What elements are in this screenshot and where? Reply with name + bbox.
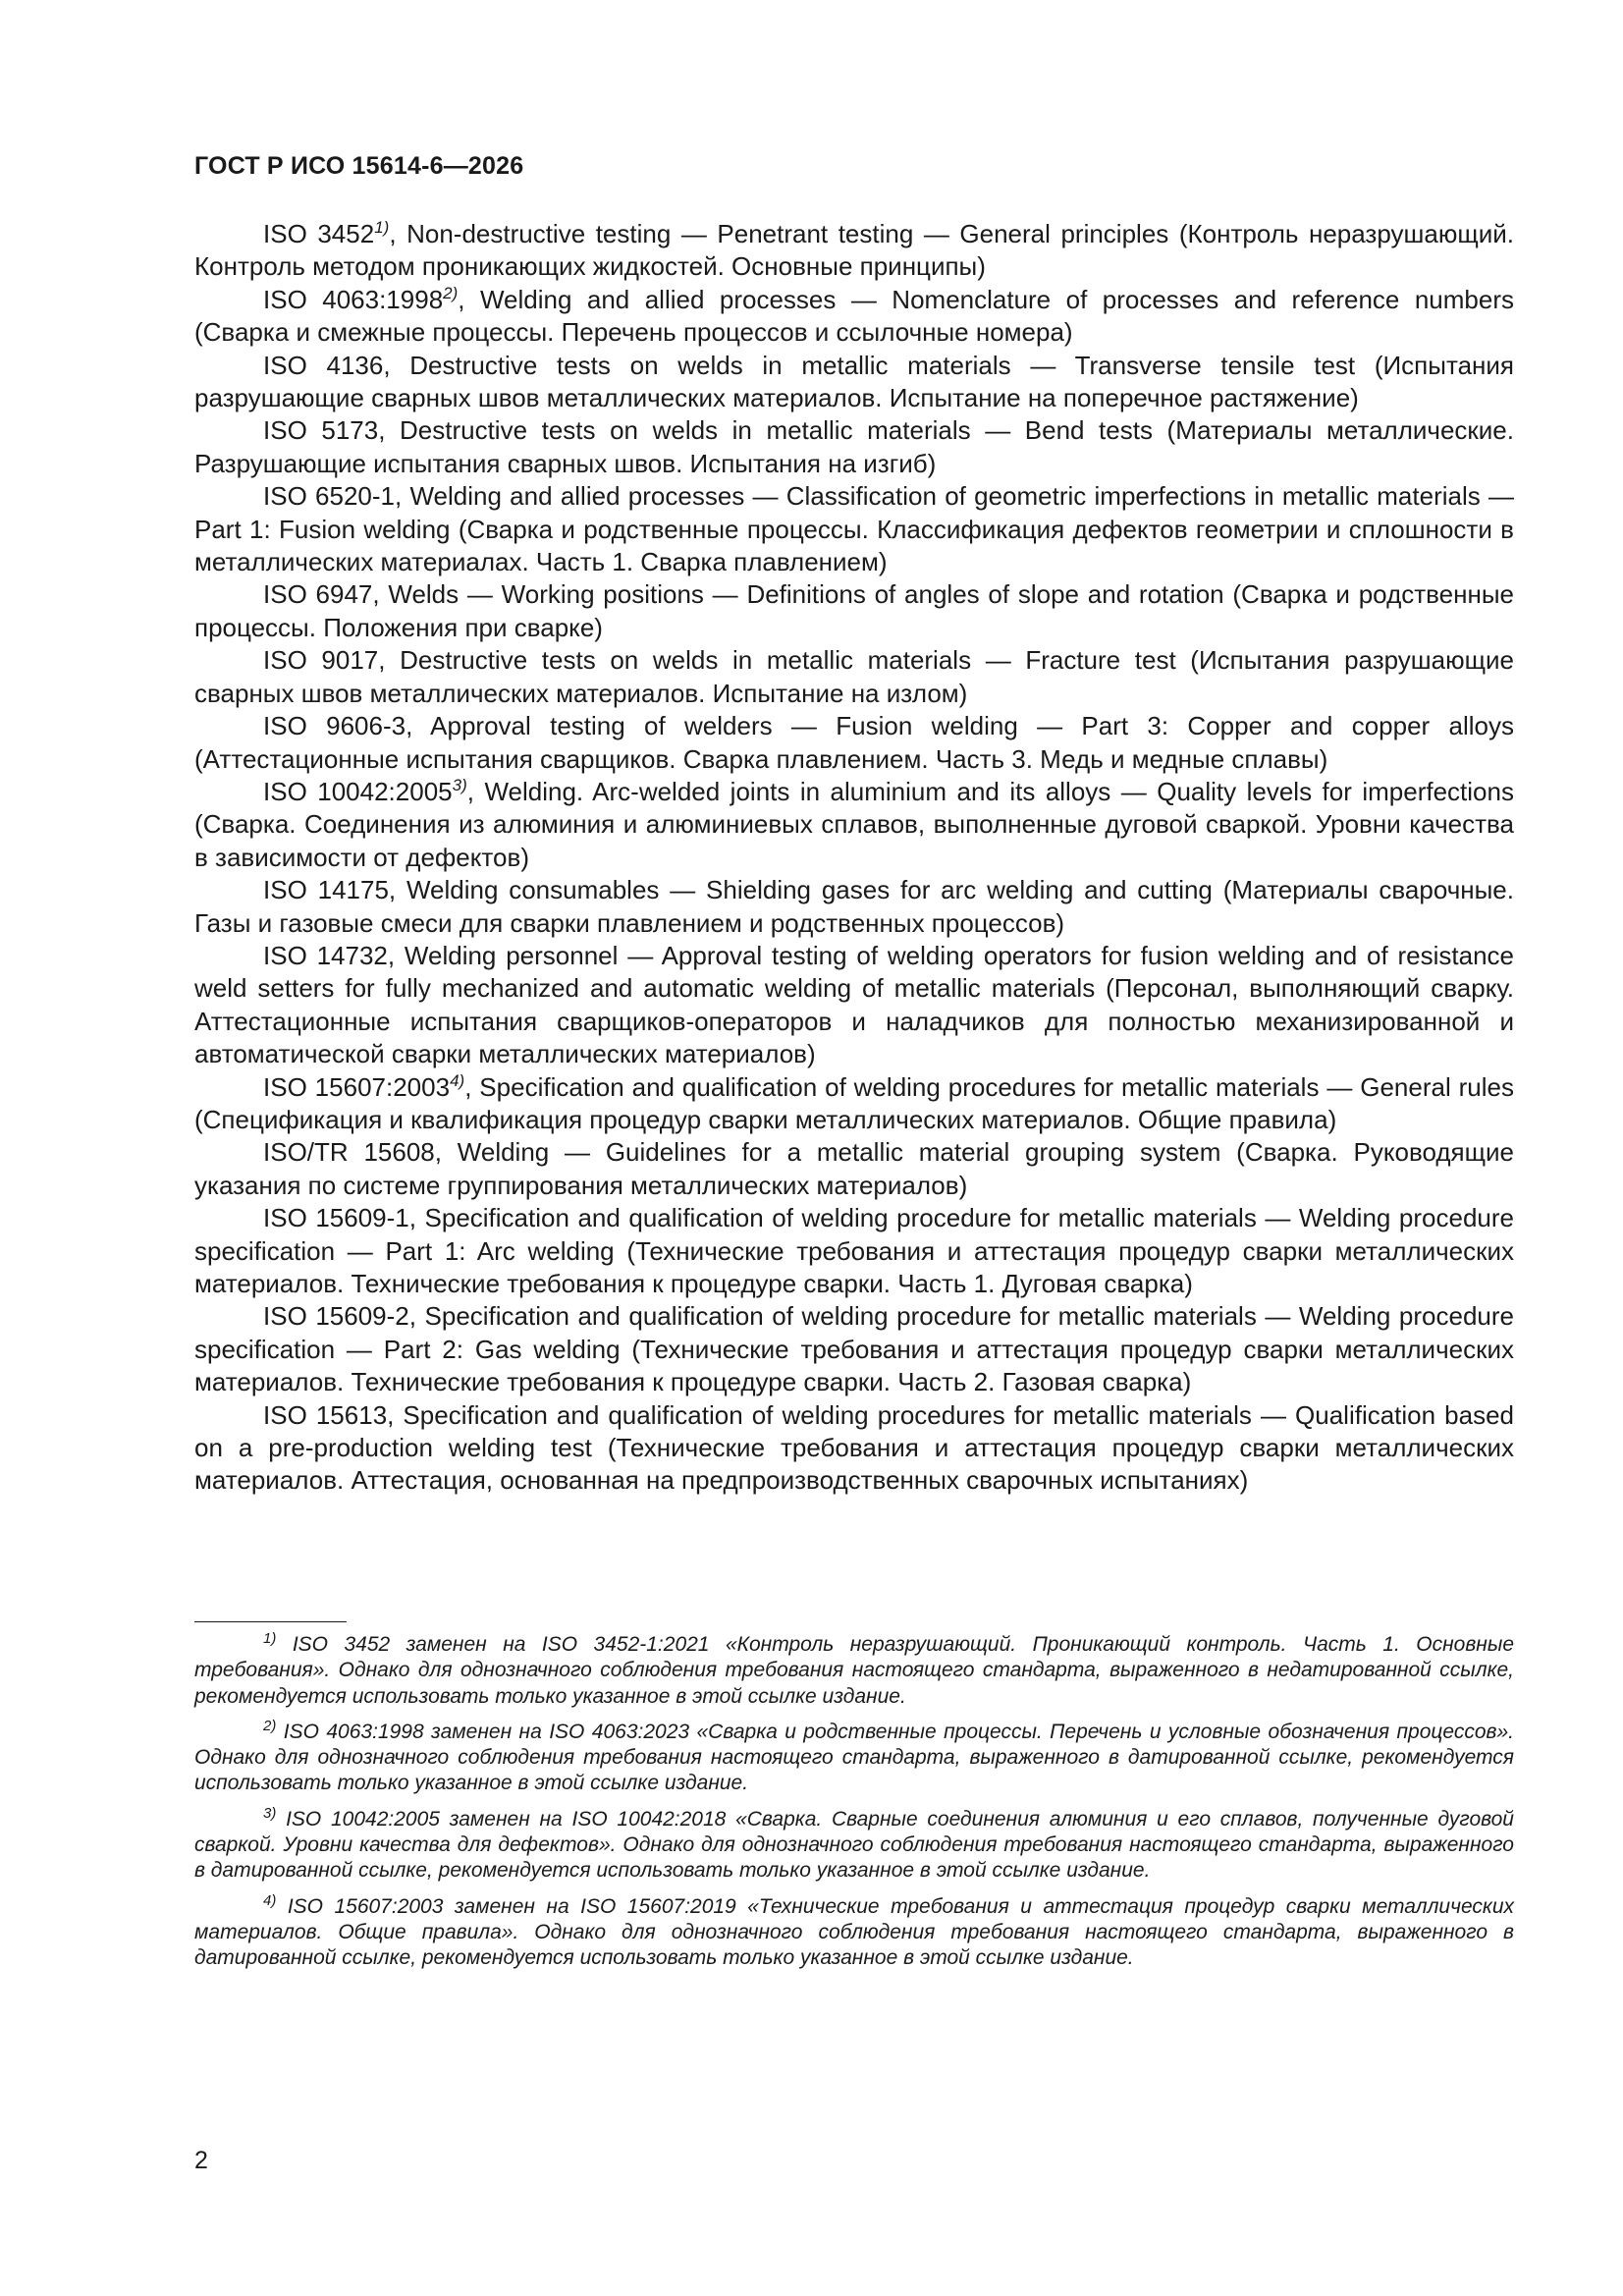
footnote-mark: 1) [374,218,390,237]
page-number: 2 [194,2147,208,2174]
reference-item: ISO 9606-3, Approval testing of welders — Fusion welding — Part 3: Copper and copper alloys (Аттестационные испытания сварщиков. Сварка плавлением. Часть 3. Медь и медные сплавы) [194,711,1514,774]
footnote-mark: 4) [263,1891,277,1909]
reference-item: ISO/TR 15608, Welding — Guidelines for a metallic material grouping system (Сварка. Руководящие указания по системе группирования металлических материалов) [194,1137,1514,1200]
footnotes [194,1632,1514,1982]
footnote-mark: 2) [443,283,459,302]
footnote-mark: 4) [450,1070,465,1090]
normative-references [194,218,1514,1498]
reference-item: ISO 15609-1, Specification and qualification of welding procedure for metallic materials — Welding procedure specification — Part 1: Arc welding (Технические требования и аттестация процедур сварки металлических материалов. Технические требования к процедуре сварки. Часть 1. Дуговая сварка) [194,1203,1514,1298]
reference-item: ISO 6947, Welds — Working positions — Definitions of angles of slope and rotation (Сварка и родственные процессы. Положения при сварке) [194,579,1514,642]
footnote-mark: 3) [263,1804,277,1822]
reference-item: ISO 10042:2005$^{3)}$, Welding. Arc-welded joints in aluminium and its alloys — Quality levels for imperfections (Сварка. Соединения из алюминия и алюминиевых сплавов, выполненные дуговой сваркой. Уровни качества в зависимости от дефектов) [194,775,1514,872]
footnote: $^{4)}$ ISO 15607:2003 заменен на ISO 15607:2019 «Технические требования и аттестация процедур сварки металлических материалов. Общие правила». Однако для однозначного соблюдения требования настоящего стандарта, выраженного в датированной ссылке, рекомендуется использовать только указанное в этой ссылке издание. [194,1891,1514,1970]
footnote-mark: 2) [263,1717,277,1734]
footnote: $^{2)}$ ISO 4063:1998 заменен на ISO 4063:2023 «Сварка и родственные процессы. Перечень и условные обозначения процессов». Однако для однозначного соблюдения требования настоящего стандарта, выраженного в датированной ссылке, рекомендуется использовать только указанное в этой ссылке издание. [194,1717,1514,1795]
reference-item: ISO 9017, Destructive tests on welds in metallic materials — Fracture test (Испытания разрушающие сварных швов металлических материалов. Испытание на излом) [194,645,1514,708]
footnote-mark: 3) [452,775,467,794]
reference-item: ISO 15613, Specification and qualification of welding procedures for metallic materials — Qualification based on a pre-production welding test (Технические требования и аттестация процедур сварки металлических материалов. Аттестация, основанная на предпроизводственных сварочных испытаниях) [194,1399,1514,1496]
footnote: $^{1)}$ ISO 3452 заменен на ISO 3452-1:2021 «Контроль неразрушающий. Проникающий контроль. Часть 1. Основные требования». Однако для однозначного соблюдения требования настоящего стандарта, выраженного в недатированной ссылке, рекомендуется использовать только указанное в этой ссылке издание. [194,1630,1514,1708]
footnote: $^{3)}$ ISO 10042:2005 заменен на ISO 10042:2018 «Сварка. Сварные соединения алюминия и его сплавов, полученные дуговой сваркой. Уровни качества для дефектов». Однако для однозначного соблюдения требования настоящего стандарта, выраженного в датированной ссылке, рекомендуется использовать только указанное в этой ссылке издание. [194,1804,1514,1883]
standard-designation: ГОСТ Р ИСО 15614-6—2026 [194,152,524,180]
reference-item: ISO 4063:1998$^{2)}$, Welding and allied processes — Nomenclature of processes and reference numbers (Сварка и смежные процессы. Перечень процессов и ссылочные номера) [194,283,1514,348]
reference-item: ISO 3452$^{1)}$, Non-destructive testing — Penetrant testing — General principles (Контроль неразрушающий. Контроль методом проникающих жидкостей. Основные принципы) [194,218,1514,282]
reference-item: ISO 14175, Welding consumables — Shielding gases for arc welding and cutting (Материалы сварочные. Газы и газовые смеси для сварки плавлением и родственных процессов) [194,875,1514,938]
reference-item: ISO 14732, Welding personnel — Approval testing of welding operators for fusion welding and of resistance weld setters for fully mechanized and automatic welding of metallic materials (Персонал, выполняющий сварку. Аттестационные испытания сварщиков-операторов и наладчиков для полностью механизированной и автоматической сварки металлических материалов) [194,940,1514,1069]
reference-item: ISO 5173, Destructive tests on welds in metallic materials — Bend tests (Материалы металлические. Разрушающие испытания сварных швов. Испытания на изгиб) [194,415,1514,478]
footnote-mark: 1) [263,1630,277,1647]
reference-item: ISO 4136, Destructive tests on welds in metallic materials — Transverse tensile test (Испытания разрушающие сварных швов металлических материалов. Испытание на поперечное растяжение) [194,350,1514,413]
reference-item: ISO 6520-1, Welding and allied processes — Classification of geometric imperfections in metallic materials — Part 1: Fusion welding (Сварка и родственные процессы. Классификация дефектов геометрии и сплошности в металлических материалах. Часть 1. Сварка плавлением) [194,481,1514,577]
footnote-separator [194,1621,347,1622]
reference-item: ISO 15607:2003$^{4)}$, Specification and qualification of welding procedures for metallic materials — General rules (Спецификация и квалификация процедур сварки металлических материалов. Общие правила) [194,1070,1514,1134]
reference-item: ISO 15609-2, Specification and qualification of welding procedure for metallic materials — Welding procedure specification — Part 2: Gas welding (Технические требования и аттестация процедур сварки металлических материалов. Технические требования к процедуре сварки. Часть 2. Газовая сварка) [194,1301,1514,1397]
